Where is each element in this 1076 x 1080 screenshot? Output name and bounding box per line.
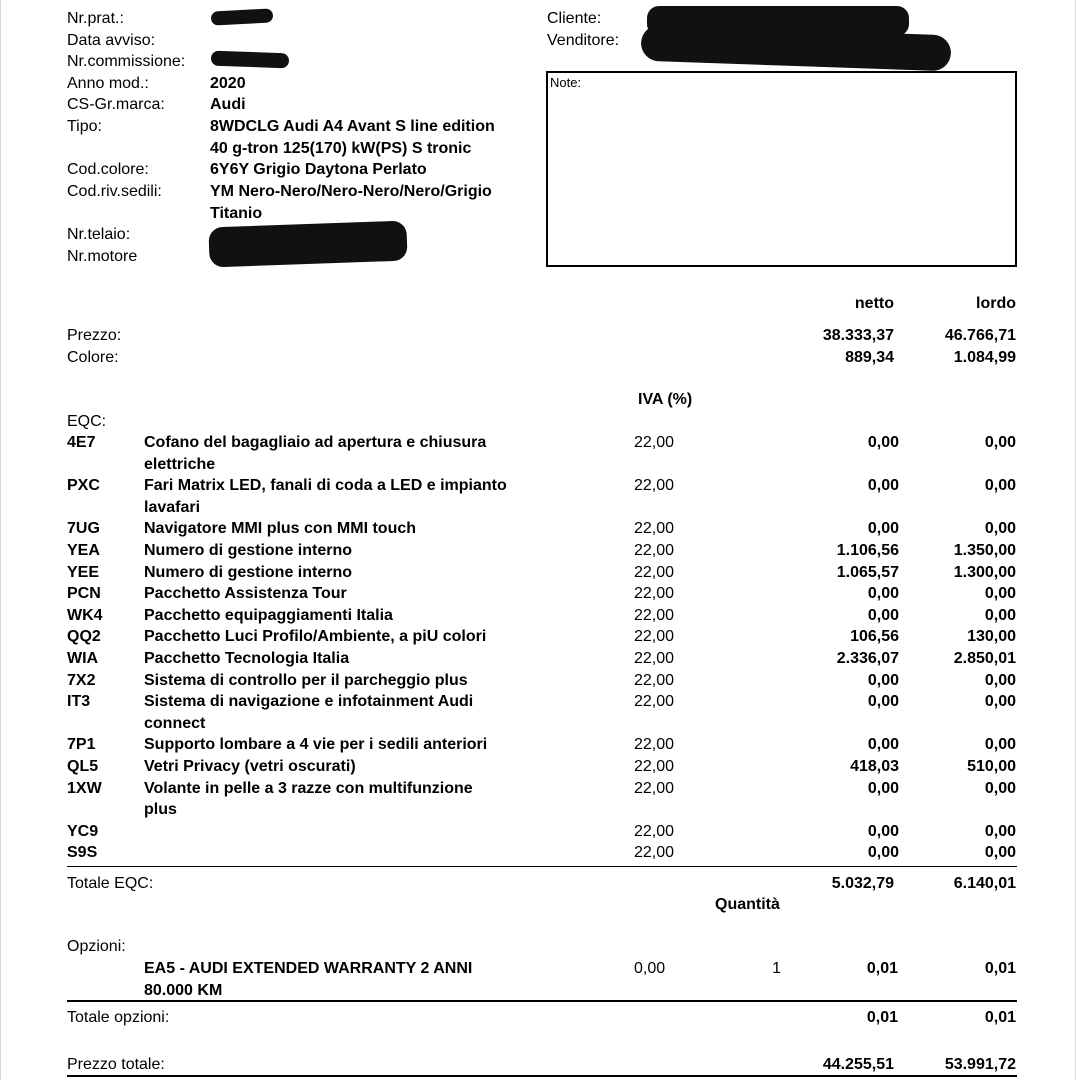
value-colore-lordo: 1.084,99 — [953, 349, 1016, 366]
opzione-desc-line2: 80.000 KM — [144, 982, 223, 999]
eqc-iva: 22,00 — [634, 585, 675, 603]
label-cod-riv-sedili: Cod.riv.sedili: — [67, 183, 162, 200]
opzione-lordo: 0,01 — [984, 960, 1016, 977]
eqc-lordo: 0,00 — [984, 477, 1016, 495]
label-totale-opzioni: Totale opzioni: — [67, 1009, 170, 1026]
column-header-lordo: lordo — [976, 295, 1016, 312]
eqc-description: Pacchetto Tecnologia Italia — [144, 650, 350, 667]
eqc-netto: 2.336,07 — [836, 650, 899, 667]
eqc-code: PCN — [67, 585, 101, 603]
eqc-netto: 0,00 — [867, 671, 899, 689]
value-prezzo-totale-lordo: 53.991,72 — [944, 1056, 1016, 1073]
divider-eqc — [67, 866, 1017, 867]
eqc-lordo: 1.300,00 — [953, 563, 1016, 581]
eqc-code: QL5 — [67, 758, 99, 775]
eqc-iva: 22,00 — [634, 520, 675, 538]
eqc-description-cont: elettriche — [144, 455, 216, 473]
eqc-code: QQ2 — [67, 628, 101, 646]
redaction-nr-prat — [211, 8, 274, 25]
eqc-iva: 22,00 — [634, 606, 675, 624]
eqc-description: Volante in pelle a 3 razze con multifunzione — [144, 779, 473, 797]
label-nr-prat: Nr.prat.: — [67, 10, 124, 27]
value-colore-netto: 889,34 — [845, 349, 894, 366]
eqc-code: IT3 — [67, 693, 91, 711]
eqc-iva: 22,00 — [634, 542, 675, 559]
eqc-code: 7X2 — [67, 671, 96, 689]
eqc-description: Navigatore MMI plus con MMI touch — [144, 520, 417, 538]
label-cliente: Cliente: — [547, 10, 602, 27]
eqc-iva: 22,00 — [634, 434, 675, 451]
eqc-description: Pacchetto Luci Profilo/Ambiente, a piU colori — [144, 628, 487, 646]
value-cod-riv-sedili-line2: Titanio — [210, 205, 263, 222]
notes-box — [546, 71, 1017, 267]
opzione-quantita: 1 — [772, 960, 781, 977]
value-cod-colore: 6Y6Y Grigio Daytona Perlato — [210, 161, 427, 178]
eqc-description: Vetri Privacy (vetri oscurati) — [144, 758, 356, 775]
eqc-netto: 0,00 — [867, 736, 899, 754]
eqc-description: Supporto lombare a 4 vie per i sedili anteriori — [144, 736, 488, 754]
eqc-code: YC9 — [67, 822, 99, 840]
eqc-iva: 22,00 — [634, 758, 675, 775]
opzione-desc-line1: EA5 - AUDI EXTENDED WARRANTY 2 ANNI — [144, 960, 473, 977]
value-anno-mod: 2020 — [210, 75, 246, 92]
label-prezzo: Prezzo: — [67, 327, 122, 344]
label-nr-telaio: Nr.telaio: — [67, 226, 131, 243]
eqc-lordo: 0,00 — [984, 822, 1016, 840]
label-totale-eqc: Totale EQC: — [67, 875, 154, 892]
eqc-lordo: 0,00 — [984, 520, 1016, 538]
eqc-netto: 0,00 — [867, 693, 899, 711]
eqc-lordo: 0,00 — [984, 779, 1016, 797]
value-totale-eqc-lordo: 6.140,01 — [953, 875, 1016, 892]
eqc-lordo: 510,00 — [967, 758, 1016, 775]
divider-totale — [67, 1075, 1017, 1077]
eqc-lordo: 0,00 — [984, 736, 1016, 754]
label-colore: Colore: — [67, 349, 119, 366]
eqc-netto: 0,00 — [867, 822, 899, 840]
label-prezzo-totale: Prezzo totale: — [67, 1056, 165, 1073]
value-prezzo-lordo: 46.766,71 — [944, 327, 1016, 344]
eqc-description: Numero di gestione interno — [144, 563, 353, 581]
eqc-lordo: 0,00 — [984, 434, 1016, 451]
eqc-lordo: 0,00 — [984, 693, 1016, 711]
eqc-netto: 0,00 — [867, 606, 899, 624]
eqc-iva: 22,00 — [634, 693, 675, 711]
label-nr-motore: Nr.motore — [67, 248, 138, 265]
eqc-netto: 0,00 — [867, 844, 899, 862]
eqc-code: WK4 — [67, 606, 103, 624]
eqc-description: Fari Matrix LED, fanali di coda a LED e impianto — [144, 477, 507, 495]
eqc-iva: 22,00 — [634, 628, 675, 646]
eqc-description: Sistema di navigazione e infotainment Audi — [144, 693, 474, 711]
column-header-iva: IVA (%) — [638, 391, 693, 408]
eqc-lordo: 0,00 — [984, 606, 1016, 624]
column-header-netto: netto — [854, 295, 894, 312]
value-totale-opzioni-lordo: 0,01 — [984, 1009, 1016, 1026]
eqc-iva: 22,00 — [634, 736, 675, 754]
eqc-code: YEE — [67, 563, 100, 581]
value-totale-eqc-netto: 5.032,79 — [831, 875, 894, 892]
eqc-lordo: 130,00 — [967, 628, 1016, 646]
eqc-iva: 22,00 — [634, 671, 675, 689]
eqc-netto: 0,00 — [867, 779, 899, 797]
eqc-description-cont: plus — [144, 801, 177, 819]
eqc-lordo: 1.350,00 — [953, 542, 1016, 559]
eqc-description-cont: lavafari — [144, 498, 201, 516]
value-totale-opzioni-netto: 0,01 — [866, 1009, 898, 1026]
value-cs-gr-marca: Audi — [210, 96, 246, 113]
eqc-code: WIA — [67, 650, 99, 667]
eqc-netto: 1.106,56 — [836, 542, 899, 559]
value-tipo-line1: 8WDCLG Audi A4 Avant S line edition — [210, 118, 495, 135]
value-prezzo-totale-netto: 44.255,51 — [822, 1056, 894, 1073]
label-cs-gr-marca: CS-Gr.marca: — [67, 96, 165, 113]
eqc-iva: 22,00 — [634, 822, 675, 840]
eqc-netto: 0,00 — [867, 520, 899, 538]
eqc-netto: 1.065,57 — [836, 563, 899, 581]
label-tipo: Tipo: — [67, 118, 102, 135]
eqc-iva: 22,00 — [634, 563, 675, 581]
label-nr-commissione: Nr.commissione: — [67, 53, 186, 70]
eqc-iva: 22,00 — [634, 650, 675, 667]
eqc-lordo: 0,00 — [984, 671, 1016, 689]
label-anno-mod: Anno mod.: — [67, 75, 149, 92]
eqc-lordo: 2.850,01 — [953, 650, 1016, 667]
opzione-iva: 0,00 — [634, 960, 666, 977]
eqc-iva: 22,00 — [634, 844, 675, 862]
eqc-description: Pacchetto equipaggiamenti Italia — [144, 606, 393, 624]
eqc-code: 7P1 — [67, 736, 96, 754]
eqc-description-cont: connect — [144, 714, 206, 732]
label-venditore: Venditore: — [547, 32, 620, 49]
eqc-description: Numero di gestione interno — [144, 542, 353, 559]
eqc-netto: 106,56 — [850, 628, 899, 646]
divider-opzioni — [67, 1000, 1017, 1002]
redaction-nr-commissione — [211, 51, 289, 69]
eqc-netto: 418,03 — [850, 758, 899, 775]
eqc-netto: 0,00 — [867, 434, 899, 451]
eqc-code: 7UG — [67, 520, 100, 538]
eqc-netto: 0,00 — [867, 585, 899, 603]
eqc-description: Sistema di controllo per il parcheggio plus — [144, 671, 468, 689]
eqc-code: 4E7 — [67, 434, 96, 451]
label-data-avviso: Data avviso: — [67, 32, 156, 49]
eqc-description: Cofano del bagagliaio ad apertura e chiusura — [144, 434, 487, 451]
eqc-code: PXC — [67, 477, 100, 495]
label-cod-colore: Cod.colore: — [67, 161, 149, 178]
eqc-iva: 22,00 — [634, 779, 675, 797]
eqc-code: S9S — [67, 844, 98, 862]
column-header-quantita: Quantità — [715, 896, 780, 913]
eqc-code: 1XW — [67, 779, 102, 797]
eqc-lordo: 0,00 — [984, 844, 1016, 862]
eqc-code: YEA — [67, 542, 100, 559]
label-eqc: EQC: — [67, 413, 107, 430]
value-tipo-line2: 40 g-tron 125(170) kW(PS) S tronic — [210, 140, 472, 157]
redaction-telaio-motore — [208, 221, 407, 268]
value-cod-riv-sedili-line1: YM Nero-Nero/Nero-Nero/Nero/Grigio — [210, 183, 492, 200]
eqc-description: Pacchetto Assistenza Tour — [144, 585, 347, 603]
opzione-netto: 0,01 — [866, 960, 898, 977]
value-prezzo-netto: 38.333,37 — [822, 327, 894, 344]
eqc-lordo: 0,00 — [984, 585, 1016, 603]
notes-label: Note: — [550, 75, 582, 90]
eqc-netto: 0,00 — [867, 477, 899, 495]
eqc-iva: 22,00 — [634, 477, 675, 495]
label-opzioni: Opzioni: — [67, 938, 126, 955]
